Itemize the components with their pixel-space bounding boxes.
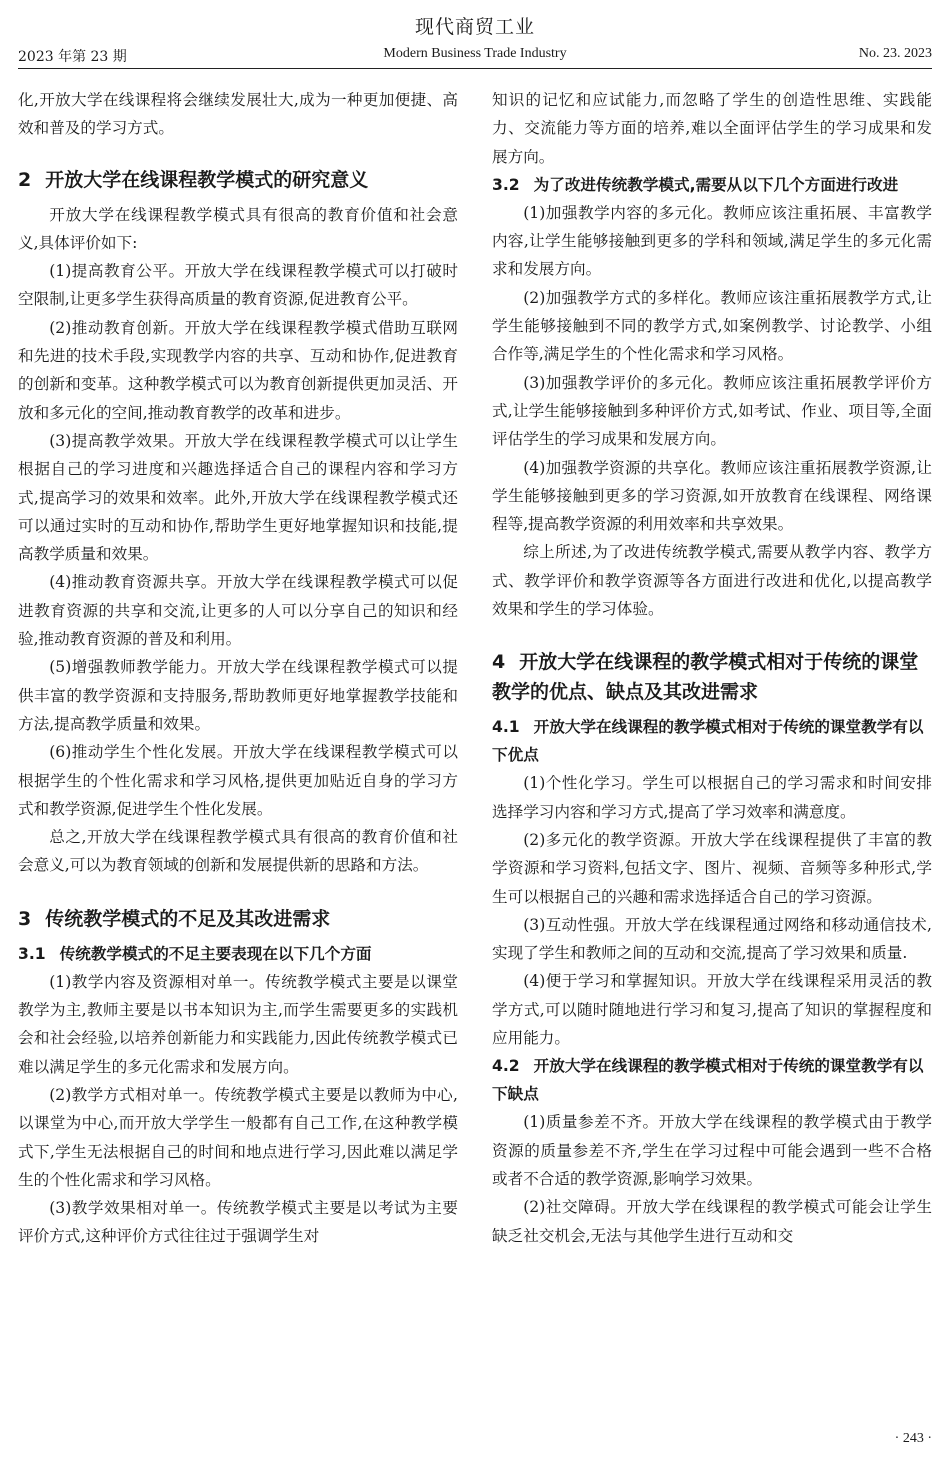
paragraph: (1)提高教育公平。开放大学在线课程教学模式可以打破时空限制,让更多学生获得高质量的教育资源,促进教育公平。 [18,262,458,309]
paragraph: 总之,开放大学在线课程教学模式具有很高的教育价值和社会意义,可以为教育领域的创新和发展提供新的思路和方法。 [18,828,458,875]
section-heading-2: 2 开放大学在线课程教学模式的研究意义 [18,168,369,191]
subsection-heading-3-1: 3.1 传统教学模式的不足主要表现在以下几个方面 [18,944,372,963]
left-column [18,86,458,1251]
paragraph: (3)加强教学评价的多元化。教师应该注重拓展教学评价方式,让学生能够接触到多种评价方式,如考试、作业、项目等,全面评估学生的学习成果和发展方向。 [492,373,932,449]
paragraph: (1)质量参差不齐。开放大学在线课程的教学模式由于教学资源的质量参差不齐,学生在学习过程中可能会遇到一些不合格或者不合适的教学资源,影响学习效果。 [492,1113,932,1188]
right-column [492,86,932,1250]
journal-title: 现代商贸工业 [414,16,535,38]
section-heading-4: 4 开放大学在线课程的教学模式相对于传统的课堂教学的优点、缺点及其改进需求 [492,651,919,704]
subsection-heading-4-1: 4.1 开放大学在线课程的教学模式相对于传统的课堂教学有以下优点 [492,718,924,765]
paragraph: (3)互动性强。开放大学在线课程通过网络和移动通信技术,实现了学生和教师之间的互动和交流,提高了学习效果和质量. [492,915,932,963]
paragraph: (2)加强教学方式的多样化。教师应该注重拓展教学方式,让学生能够接触到不同的教学方式,如案例教学、讨论教学、小组合作等,满足学生的个性化需求和学习风格。 [492,288,932,364]
paragraph: (5)增强教师教学能力。开放大学在线课程教学模式可以提供丰富的教学资源和支持服务,帮助教师更好地掌握教学技能和方法,提高教学质量和效果。 [18,658,458,733]
paragraph: (2)多元化的教学资源。开放大学在线课程提供了丰富的教学资源和学习资料,包括文字、图片、视频、音频等多种形式,学生可以根据自己的兴趣和需求选择适合自己的学习资源。 [492,830,932,906]
page-number: · 243 · [894,1431,932,1446]
paragraph: 知识的记忆和应试能力,而忽略了学生的创造性思维、实践能力、交流能力等方面的培养,难以全面评估学生的学习成果和发展方向。 [492,91,932,166]
paragraph: (4)加强教学资源的共享化。教师应该注重拓展教学资源,让学生能够接触到更多的学习资源,如开放教育在线课程、网络课程等,提高教学资源的利用效率和共享效果。 [492,458,932,534]
paragraph: (6)推动学生个性化发展。开放大学在线课程教学模式可以根据学生的个性化需求和学习风格,提供更加贴近自身的学习方式和教学资源,促进学生个性化发展。 [18,743,458,818]
paragraph: (3)提高教学效果。开放大学在线课程教学模式可以让学生根据自己的学习进度和兴趣选择适合自己的课程内容和学习方式,提高学习的效果和效率。此外,开放大学在线课程教学模式还可以通过实时的互动和协作,帮助学生更好地掌握知识和技能,提高教学质量和效果。 [18,431,458,564]
paragraph: (4)推动教育资源共享。开放大学在线课程教学模式可以促进教育资源的共享和交流,让更多的人可以分享自己的知识和经验,推动教育资源的普及和利用。 [18,573,458,649]
paragraph: (1)教学内容及资源相对单一。传统教学模式主要是以课堂教学为主,教师主要是以书本知识为主,而学生需要更多的实践机会和社会经验,以培养创新能力和实践能力,因此传统教学模式已难以满足学生的多元化需求和发展方向。 [18,972,458,1076]
running-header [18,44,932,69]
paragraph: (2)推动教育创新。开放大学在线课程教学模式借助互联网和先进的技术手段,实现教学内容的共享、互动和协作,促进教育的创新和变革。这种教学模式可以为教育创新提供更加灵活、开放和多元化的空间,推动教育教学的改革和进步。 [18,318,458,422]
paragraph: 化,开放大学在线课程将会继续发展壮大,成为一种更加便捷、高效和普及的学习方式。 [18,91,458,138]
paragraph: (4)便于学习和掌握知识。开放大学在线课程采用灵活的教学方式,可以随时随地进行学习和复习,提高了知识的掌握程度和应用能力。 [492,972,932,1048]
paragraph: 综上所述,为了改进传统教学模式,需要从教学内容、教学方式、教学评价和教学资源等各方面进行改进和优化,以提高教学效果和学生的学习体验。 [492,543,932,619]
issue-number: No. 23. 2023 [858,46,932,61]
subsection-heading-4-2: 4.2 开放大学在线课程的教学模式相对于传统的课堂教学有以下缺点 [492,1057,924,1104]
paragraph: (3)教学效果相对单一。传统教学模式主要是以考试为主要评价方式,这种评价方式往往过于强调学生对 [18,1199,458,1246]
paragraph: (1)加强教学内容的多元化。教师应该注重拓展、丰富教学内容,让学生能够接触到更多的学科和领域,满足学生的多元化需求和发展方向。 [492,203,932,279]
subsection-heading-3-2: 3.2 为了改进传统教学模式,需要从以下几个方面进行改进 [492,175,899,194]
paragraph: (2)教学方式相对单一。传统教学模式主要是以教师为中心,以课堂为中心,而开放大学学生一般都有自己工作,在这种教学模式下,学生无法根据自己的时间和地点进行学习,因此难以满足学生的个性化需求和学习风格。 [18,1085,458,1189]
issue-label: 2023 年第 23 期 [18,49,127,65]
paragraph: 开放大学在线课程教学模式具有很高的教育价值和社会意义,具体评价如下: [18,205,458,252]
section-heading-3: 3 传统教学模式的不足及其改进需求 [18,907,331,930]
paragraph: (2)社交障碍。开放大学在线课程的教学模式可能会让学生缺乏社交机会,无法与其他学生进行互动和交 [492,1198,932,1245]
paragraph: (1)个性化学习。学生可以根据自己的学习需求和时间安排选择学习内容和学习方式,提高了学习效率和满意度。 [492,774,932,821]
journal-english-title: Modern Business Trade Industry [383,46,567,61]
